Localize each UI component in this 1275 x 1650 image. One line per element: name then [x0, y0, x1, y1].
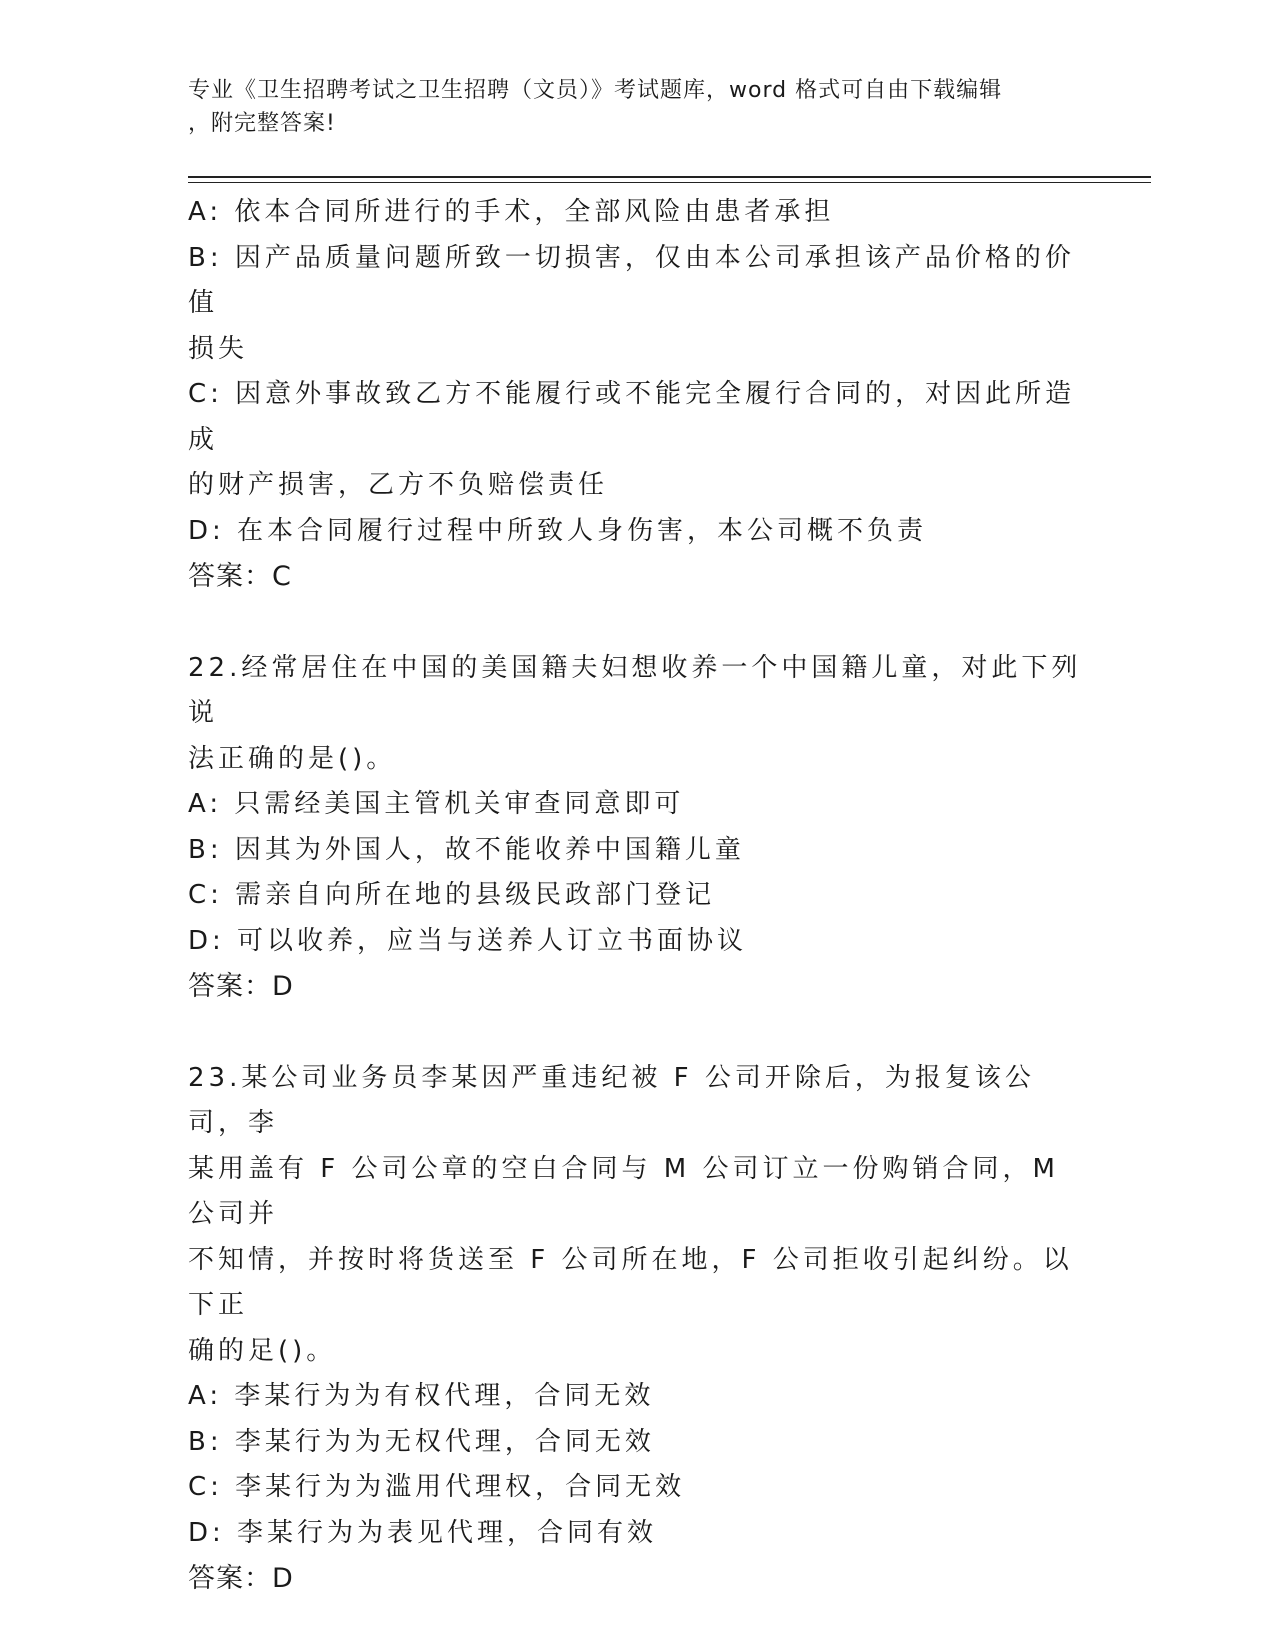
- option-c-continued: 的财产损害，乙方不负赔偿责任: [188, 470, 609, 500]
- question-23: [188, 1056, 1088, 1602]
- option-c: C: 需亲自向所在地的县级民政部门登记: [188, 880, 716, 910]
- option-b: B: 因产品质量问题所致一切损害，仅由本公司承担该产品价格的价值: [188, 242, 1075, 318]
- document-body: [188, 190, 1088, 1602]
- option-a: A: 只需经美国主管机关审查同意即可: [188, 789, 685, 819]
- option-b-continued: 损失: [188, 333, 249, 364]
- answer-line: 答案：D: [188, 1563, 294, 1594]
- spacer: [188, 600, 1088, 646]
- option-a: A: 依本合同所进行的手术，全部风险由患者承担: [188, 197, 835, 227]
- answer-line: 答案：D: [188, 971, 294, 1002]
- option-a: A: 李某行为为有权代理，合同无效: [188, 1381, 655, 1411]
- header-line-1: 专业《卫生招聘考试之卫生招聘（文员）》考试题库，word 格式可自由下载编辑: [188, 78, 1003, 103]
- header-rule-thick: [188, 176, 1151, 178]
- option-c: C: 李某行为为滥用代理权，合同无效: [188, 1472, 686, 1502]
- option-d: D: 可以收养，应当与送养人订立书面协议: [188, 925, 748, 956]
- question-22: [188, 646, 1088, 1010]
- document-header: [188, 74, 1068, 140]
- question-stem: 23.某公司业务员李某因严重违纪被 F 公司开除后，为报复该公司，李: [188, 1062, 1035, 1138]
- option-d: D: 在本合同履行过程中所致人身伤害，本公司概不负责: [188, 515, 928, 546]
- option-b: B: 李某行为为无权代理，合同无效: [188, 1426, 655, 1457]
- option-c: C: 因意外事故致乙方不能履行或不能完全履行合同的，对因此所造成: [188, 379, 1076, 455]
- question-stem-continued: 某用盖有 F 公司公章的空白合同与 M 公司订立一份购销合同，M 公司并: [188, 1153, 1072, 1229]
- option-b: B: 因其为外国人，故不能收养中国籍儿童: [188, 834, 745, 865]
- option-d: D: 李某行为为表见代理，合同有效: [188, 1517, 658, 1548]
- question-stem-continued: 不知情，并按时将货送至 F 公司所在地，F 公司拒收引起纠纷。以下正: [188, 1244, 1073, 1320]
- answer-line: 答案：C: [188, 561, 292, 592]
- question-stem: 22.经常居住在中国的美国籍夫妇想收养一个中国籍儿童，对此下列说: [188, 652, 1082, 728]
- header-rule-thin: [188, 182, 1151, 183]
- spacer: [188, 1010, 1088, 1056]
- question-stem-continued: 确的足()。: [188, 1335, 337, 1366]
- question-21-options: [188, 190, 1088, 600]
- header-line-2: ，附完整答案!: [188, 111, 336, 136]
- question-stem-continued: 法正确的是()。: [188, 743, 397, 774]
